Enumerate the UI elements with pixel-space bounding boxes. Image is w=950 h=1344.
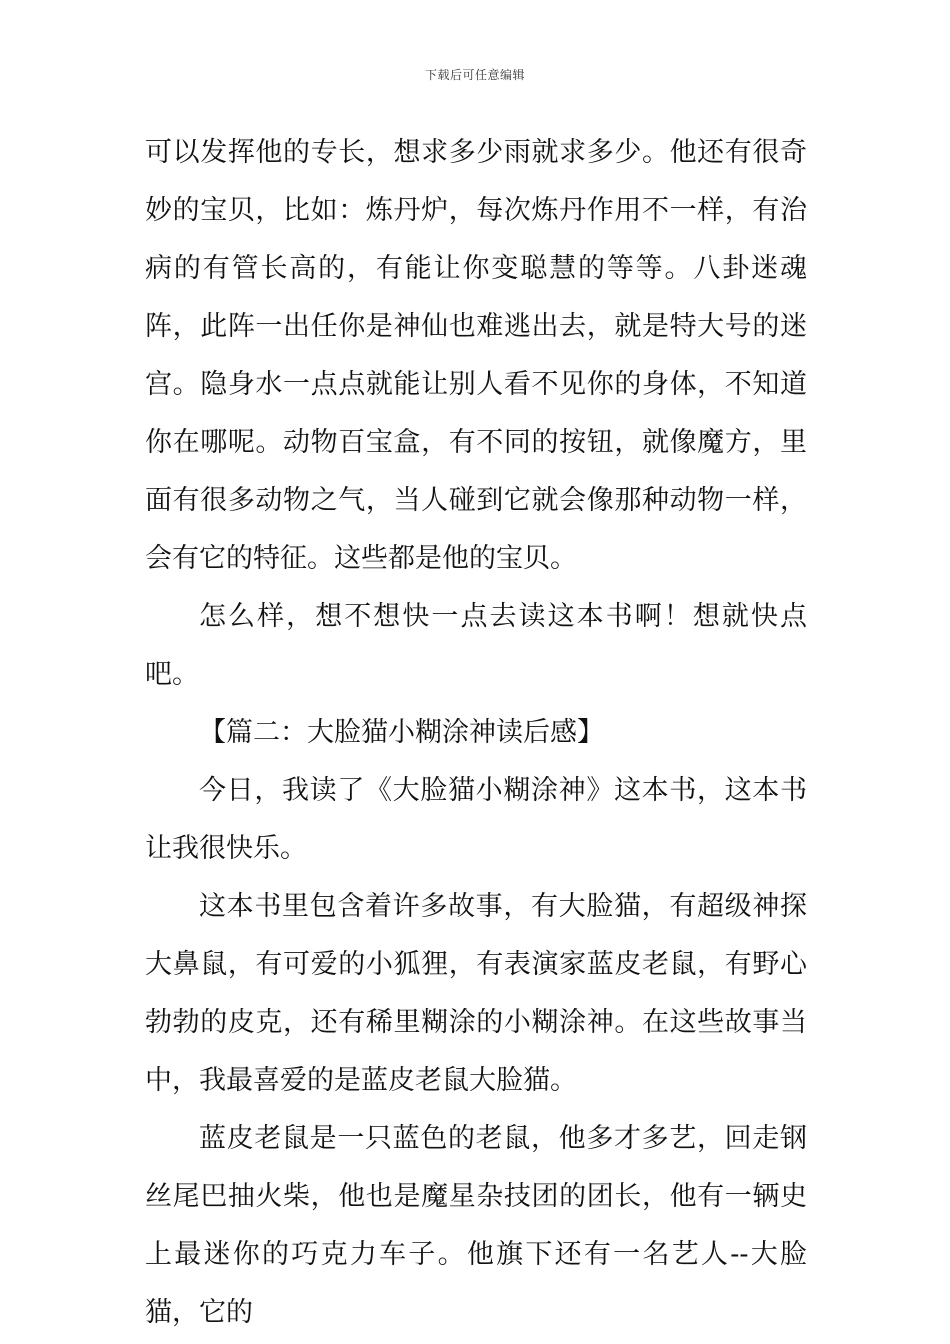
paragraph-treasures: 可以发挥他的专长，想求多少雨就求多少。他还有很奇妙的宝贝，比如：炼丹炉，每次炼丹作用不一样，有治病的有管长高的，有能让你变聪慧的等等。八卦迷魂阵，此阵一出任你是神仙也难逃出去，就是特大号的迷宫。隐身水一点点就能让别人看不见你的身体，不知道你在哪呢。动物百宝盒，有不同的按钮，就像魔方，里面有很多动物之气，当人碰到它就会像那种动物一样，会有它的特征。这些都是他的宝贝。	[145, 137, 807, 574]
section-title: 【篇二：大脸猫小糊涂神读后感】	[199, 717, 604, 748]
page-header-note: 下载后可任意编辑	[424, 68, 525, 82]
paragraph-stories: 这本书里包含着许多故事，有大脸猫，有超级神探大鼻鼠，有可爱的小狐狸，有表演家蓝皮老鼠，有野心勃勃的皮克，还有稀里糊涂的小糊涂神。在这些故事当中，我最喜爱的是蓝皮老鼠大脸猫。	[145, 891, 807, 1096]
paragraph-intro: 今日，我读了《大脸猫小糊涂神》这本书，这本书让我很快乐。	[145, 775, 807, 864]
document-body	[145, 124, 807, 1342]
paragraph-blue-mouse: 蓝皮老鼠是一只蓝色的老鼠，他多才多艺，回走钢丝尾巴抽火柴，他也是魔星杂技团的团长，他有一辆史上最迷你的巧克力车子。他旗下还有一名艺人--大脸猫，它的	[145, 1123, 807, 1328]
paragraph-invitation: 怎么样，想不想快一点去读这本书啊！想就快点吧。	[145, 601, 807, 690]
